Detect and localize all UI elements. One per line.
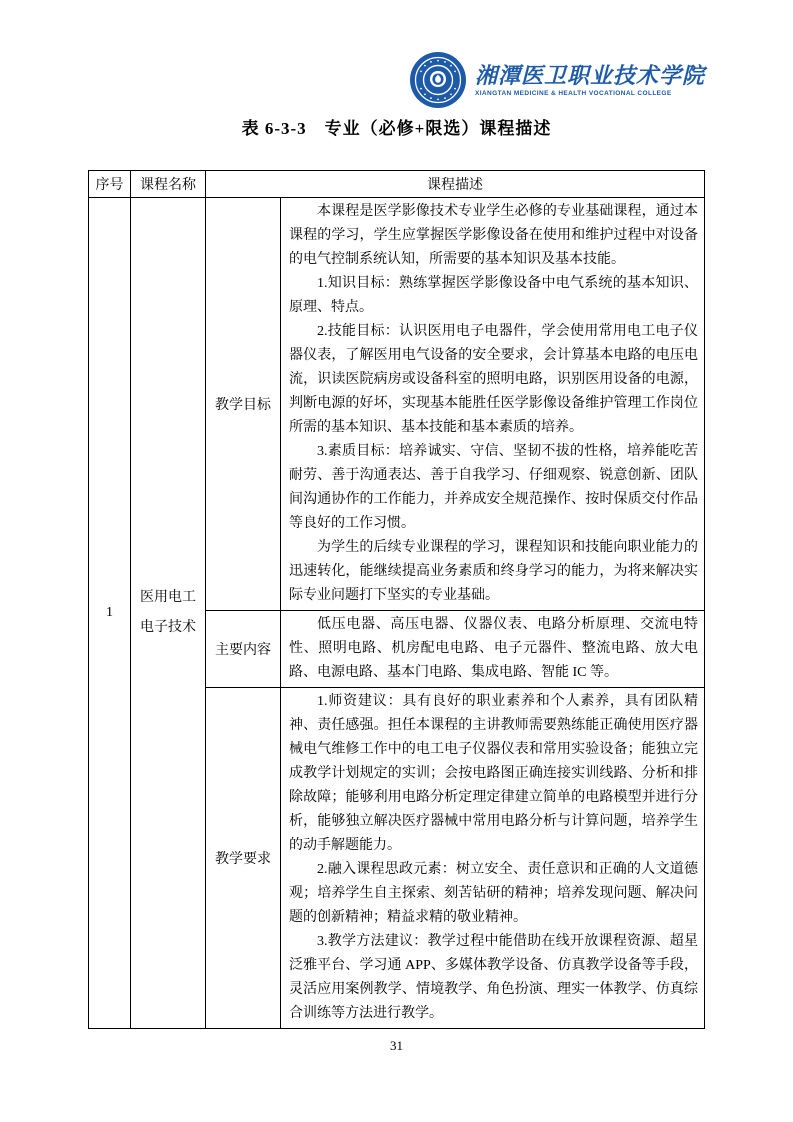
college-logo-icon: [410, 52, 466, 108]
course-description-table: [88, 170, 705, 1029]
paragraph: 为学生的后续专业课程的学习，课程知识和技能向职业能力的迅速转化，能继续提高业务素质和终身学习的能力，为将来解决实际专业问题打下坚实的专业基础。: [289, 540, 698, 603]
page-number: 31: [390, 1038, 403, 1053]
paragraph: 2.融入课程思政元素：树立安全、责任意识和正确的人文道德观；培养学生自主探索、刻苦钻研的精神；培养发现问题、解决问题的创新精神；精益求精的敬业精神。: [289, 862, 698, 925]
paragraph: 2.技能目标：认识医用电子电器件，学会使用常用电工电子仪器仪表，了解医用电气设备的安全要求，会计算基本电路的电压电流，识读医院病房或设备科室的照明电路，识别医用设备的电源，判断电源的好坏，实现基本能胜任医学影像设备维护管理工作岗位所需的基本知识、基本技能和基本素质的培养。: [289, 324, 698, 435]
paragraph: 低压电器、高压电器、仪器仪表、电路分析原理、交流电特性、照明电路、机房配电电路、电子元器件、整流电路、放大电路、电源电路、基本门电路、集成电路、智能 IC 等。: [289, 617, 698, 680]
document-title: 表 6-3-3 专业（必修+限选）课程描述: [241, 119, 552, 138]
section-label-teaching-requirements: 教学要求: [206, 688, 281, 1029]
paragraph: 本课程是医学影像技术专业学生必修的专业基础课程，通过本课程的学习，学生应掌握医学影像设备在使用和维护过程中对设备的电气控制系统认知，所需要的基本知识及基本技能。: [289, 204, 698, 267]
header-course-name: 课程名称: [131, 171, 206, 198]
header-course-description: 课程描述: [206, 171, 705, 198]
college-name: [475, 64, 705, 97]
section-content-teaching-objectives: [281, 198, 705, 611]
college-logo: [410, 52, 705, 108]
serial-number-cell: 1: [89, 198, 131, 1029]
section-content-main-content: [281, 611, 705, 688]
header-serial-number: 序号: [89, 171, 131, 198]
paragraph: 1.师资建议：具有良好的职业素养和个人素养，具有团队精神、责任感强。担任本课程的主讲教师需要熟练能正确使用医疗器械电气维修工作中的电工电子仪器仪表和常用实验设备；能独立完成教学计划规定的实训；会按电路图正确连接实训线路、分析和排除故障；能够利用电路分析定理定律建立简单的电路模型并进行分析，能够独立解决医疗器械中常用电路分析与计算问题，培养学生的动手解题能力。: [289, 694, 698, 853]
section-label-main-content: 主要内容: [206, 611, 281, 688]
paragraph: 3.素质目标：培养诚实、守信、坚韧不拔的性格，培养能吃苦耐劳、善于沟通表达、善于自我学习、仔细观察、锐意创新、团队间沟通协作的工作能力，并养成安全规范操作、按时保质交付作品等良好的工作习惯。: [289, 444, 698, 531]
college-name-zh: 湘潭医卫职业技术学院: [474, 62, 705, 89]
college-name-en: XIANGTAN MEDICINE & HEALTH VOCATIONAL COLLEGE: [474, 89, 672, 97]
paragraph: 3.教学方法建议：教学过程中能借助在线开放课程资源、超星泛雅平台、学习通 APP、多媒体教学设备、仿真教学设备等手段，灵活应用案例教学、情境教学、角色扮演、理实一体教学、仿真综合训练等方法进行教学。: [289, 934, 698, 1021]
table-header-row: [89, 171, 705, 198]
paragraph: 1.知识目标：熟练掌握医学影像设备中电气系统的基本知识、原理、特点。: [289, 276, 698, 315]
section-label-teaching-objectives: 教学目标: [206, 198, 281, 611]
course-name-cell: 医用电工电子技术: [131, 198, 206, 1029]
table-row-teaching-objectives: [89, 198, 705, 611]
section-content-teaching-requirements: [281, 688, 705, 1029]
